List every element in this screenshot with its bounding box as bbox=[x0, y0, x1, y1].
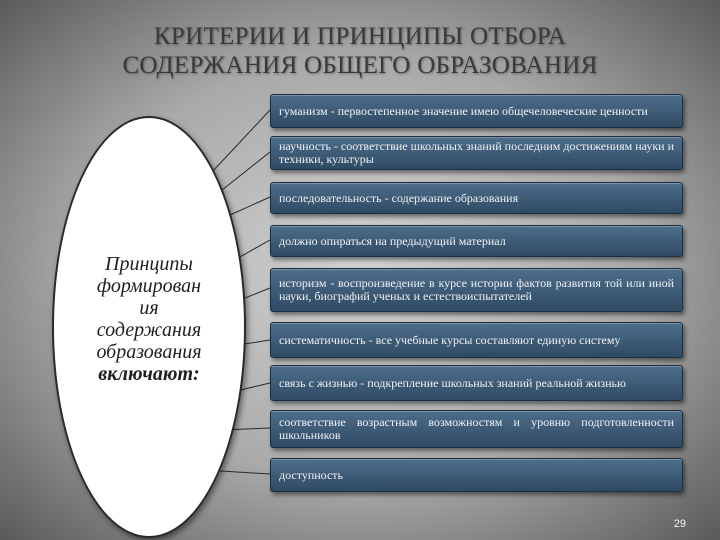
oval-line-5: образования bbox=[96, 341, 202, 363]
oval-line-6: включают: bbox=[98, 363, 200, 385]
principle-text: связь с жизнью - подкрепление школьных знаний реальной жизнью bbox=[279, 375, 626, 390]
oval-line-4: содержания bbox=[96, 319, 202, 341]
oval-line-2: формирован bbox=[96, 275, 202, 297]
principle-box-consistency bbox=[270, 182, 683, 214]
principle-text: систематичность - все учебные курсы составляют единую систему bbox=[279, 332, 621, 347]
principle-box-humanism bbox=[270, 94, 683, 128]
title-line-2: СОДЕРЖАНИЯ ОБЩЕГО ОБРАЗОВАНИЯ bbox=[122, 52, 598, 79]
principle-text: историзм - воспроизведение в курсе истории фактов развития той или иной науки, биографий ученых и естествоиспытателей bbox=[279, 276, 674, 303]
principles-oval bbox=[52, 116, 246, 538]
oval-line-3: ия bbox=[139, 297, 159, 319]
principle-text: доступность bbox=[279, 467, 344, 482]
oval-line-1: Принципы bbox=[105, 253, 193, 275]
principle-text: должно опираться на предыдущий материал bbox=[279, 233, 506, 248]
principle-text: соответствие возрастным возможностям и уровню подготовленности школьников bbox=[279, 415, 674, 442]
principle-box-scientific bbox=[270, 136, 683, 170]
connector-line-1 bbox=[212, 110, 270, 172]
title-line-1: КРИТЕРИИ И ПРИНЦИПЫ ОТБОРА bbox=[153, 23, 567, 50]
principle-box-life-connection bbox=[270, 365, 683, 401]
principle-text: последовательность - содержание образования bbox=[279, 190, 519, 205]
principle-box-systematic bbox=[270, 322, 683, 358]
connector-line-4 bbox=[238, 240, 270, 258]
principle-text: научность - соответствие школьных знаний последним достижениям науки и техники, культуры bbox=[279, 139, 675, 166]
principle-box-historicism bbox=[270, 268, 683, 312]
page-number: 29 bbox=[673, 518, 686, 530]
connector-line-2 bbox=[222, 152, 270, 190]
principle-box-prior-material bbox=[270, 225, 683, 257]
principle-box-accessibility bbox=[270, 458, 683, 492]
principle-box-age-appropriate bbox=[270, 410, 683, 448]
principle-text: гуманизм - первостепенное значение имею общечеловеческие ценности bbox=[279, 103, 648, 118]
oval-caption bbox=[79, 253, 219, 385]
connector-line-3 bbox=[230, 197, 270, 215]
